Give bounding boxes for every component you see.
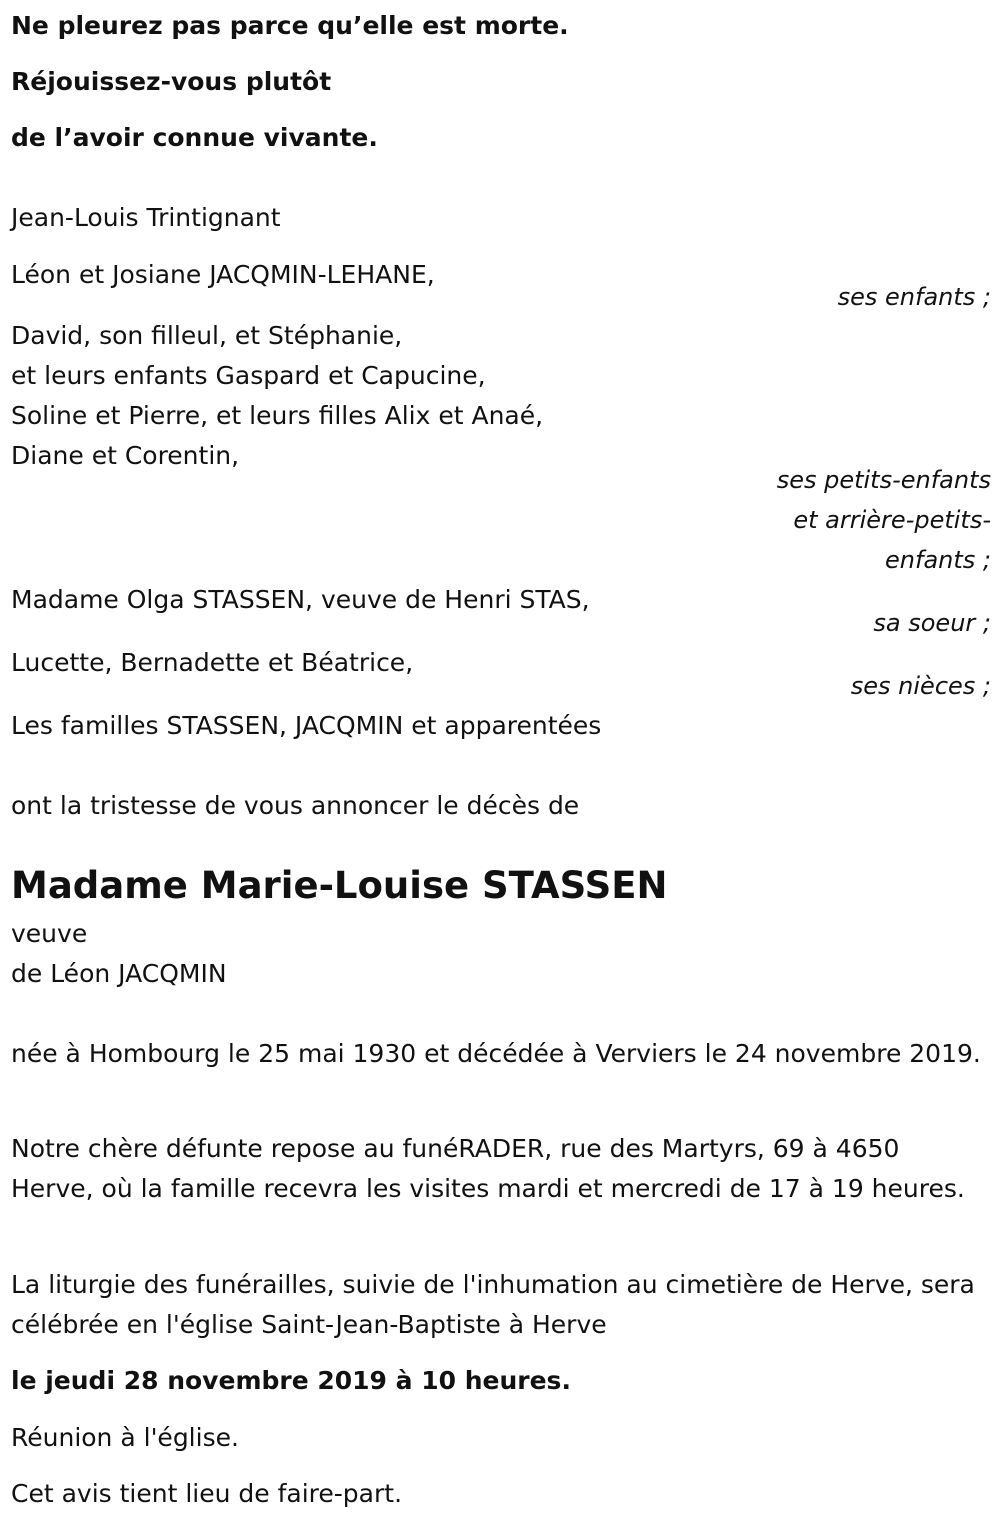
deceased-name: Madame Marie-Louise STASSEN [11, 864, 668, 907]
repose-paragraph: Notre chère défunte repose au funéRADER, rue des Martyrs, 69 à 4650 Herve, où la famille recevra les visites mardi et mercredi de 17 à 19 heures. [11, 1134, 965, 1203]
children-name-1: Jean-Louis Trintignant [11, 203, 281, 232]
widow-line-1: veuve [11, 919, 88, 948]
children-name-2: Léon et Josiane JACQMIN-LEHANE, [11, 260, 435, 289]
grandchildren-list [11, 316, 991, 476]
meeting-line: Réunion à l'église. [11, 1423, 239, 1452]
sister-role: sa soeur ; [873, 609, 991, 637]
ceremony-date: le jeudi 28 novembre 2019 à 10 heures. [11, 1366, 571, 1395]
grandchildren-role-line: ses petits-enfants [776, 466, 991, 494]
announcement: ont la tristesse de vous annoncer le décès de [11, 791, 580, 820]
grandchildren-line: Diane et Corentin, [11, 441, 240, 470]
birth-death-paragraph: née à Hombourg le 25 mai 1930 et décédée à Verviers le 24 novembre 2019. [11, 1039, 981, 1068]
widow-line-2: de Léon JACQMIN [11, 959, 227, 988]
children-role: ses enfants ; [837, 283, 991, 311]
families-line: Les familles STASSEN, JACQMIN et apparentées [11, 711, 602, 740]
grandchildren-line: et leurs enfants Gaspard et Capucine, [11, 361, 486, 390]
grandchildren-role-line: enfants ; [885, 546, 991, 574]
quote-line-2: Réjouissez-vous plutôt [11, 67, 332, 96]
notice-line: Cet avis tient lieu de faire-part. [11, 1479, 403, 1508]
grandchildren-line: David, son filleul, et Stéphanie, [11, 321, 403, 350]
grandchildren-role-line: et arrière-petits- [793, 506, 991, 534]
grandchildren-role [777, 460, 991, 580]
liturgy-paragraph: La liturgie des funérailles, suivie de l'inhumation au cimetière de Herve, sera célébrée en l'église Saint-Jean-Baptiste à Herve [11, 1270, 975, 1339]
grandchildren-line: Soline et Pierre, et leurs filles Alix et Anaé, [11, 401, 544, 430]
quote-line-3: de l’avoir connue vivante. [11, 123, 378, 152]
quote-line-1: Ne pleurez pas parce qu’elle est morte. [11, 11, 569, 40]
nieces-names: Lucette, Bernadette et Béatrice, [11, 648, 414, 677]
sister-name: Madame Olga STASSEN, veuve de Henri STAS, [11, 585, 590, 614]
nieces-role: ses nièces ; [850, 672, 991, 700]
